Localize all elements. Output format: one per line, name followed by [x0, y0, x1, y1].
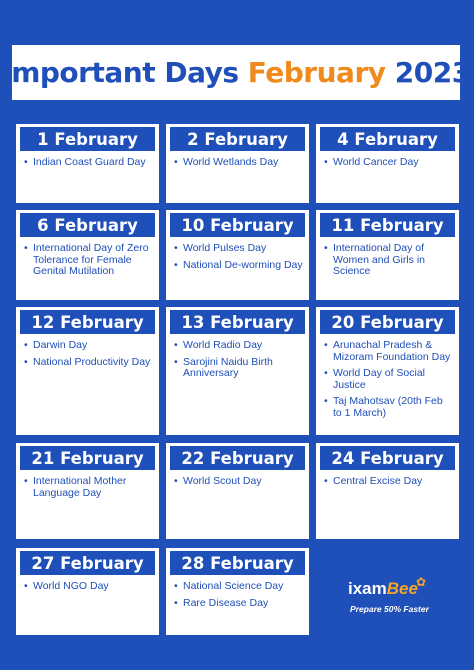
card-date-header: [170, 310, 305, 334]
card-date: 12 February: [31, 312, 144, 332]
event-item: • World Cancer Day: [324, 157, 453, 169]
event-list: [174, 340, 303, 380]
event-item: • Rare Disease Day: [174, 598, 303, 610]
card-date: 24 February: [331, 448, 444, 468]
event-list: [24, 476, 153, 499]
event-item: • International Mother Language Day: [24, 476, 153, 499]
card-date-header: [320, 310, 455, 334]
event-list: [24, 157, 153, 169]
event-item: • Arunachal Pradesh & Mizoram Foundation Day: [324, 340, 453, 363]
event-item: • World NGO Day: [24, 581, 153, 593]
card-date: 1 February: [37, 129, 138, 149]
event-list: [324, 243, 453, 278]
card-date-header: [320, 213, 455, 237]
event-item: • National Science Day: [174, 581, 303, 593]
event-list: [24, 243, 153, 278]
day-card: [16, 124, 159, 203]
day-card: [16, 307, 159, 435]
card-date: 4 February: [337, 129, 438, 149]
day-card: [166, 307, 309, 435]
event-list: [324, 340, 453, 419]
event-item: • Central Excise Day: [324, 476, 453, 488]
day-card: [316, 124, 459, 203]
bee-icon: ✿: [416, 575, 427, 589]
title-month: February: [247, 56, 386, 89]
card-date-header: [20, 213, 155, 237]
card-date: 13 February: [181, 312, 294, 332]
event-item: • World Day of Social Justice: [324, 368, 453, 391]
card-date: 22 February: [181, 448, 294, 468]
card-date-header: [170, 213, 305, 237]
day-card: [166, 210, 309, 300]
event-list: [24, 340, 153, 368]
day-card: [316, 443, 459, 539]
event-item: • Taj Mahotsav (20th Feb to 1 March): [324, 396, 453, 419]
day-card: [166, 548, 309, 635]
card-date-header: [20, 551, 155, 575]
event-list: [324, 157, 453, 169]
card-date-header: [20, 310, 155, 334]
event-item: • Sarojini Naidu Birth Anniversary: [174, 357, 303, 380]
card-date: 20 February: [331, 312, 444, 332]
event-item: • World Pulses Day: [174, 243, 303, 255]
event-item: • World Wetlands Day: [174, 157, 303, 169]
card-date-header: [20, 446, 155, 470]
card-date: 2 February: [187, 129, 288, 149]
ixambee-logo: [336, 573, 446, 623]
event-item: • Indian Coast Guard Day: [24, 157, 153, 169]
event-item: • World Radio Day: [174, 340, 303, 352]
day-card: [166, 124, 309, 203]
logo-tagline: Prepare 50% Faster: [350, 604, 429, 614]
event-item: • National Productivity Day: [24, 357, 153, 369]
card-date-header: [170, 446, 305, 470]
page-title: [1, 56, 470, 89]
title-year: 2023: [394, 56, 471, 89]
event-list: [324, 476, 453, 488]
logo-wordmark: [348, 579, 418, 599]
day-card: [16, 548, 159, 635]
event-list: [174, 243, 303, 271]
title-prefix: Important Days: [1, 56, 239, 89]
card-date: 10 February: [181, 215, 294, 235]
card-date: 21 February: [31, 448, 144, 468]
day-card: [316, 307, 459, 435]
title-banner: [1, 45, 471, 100]
card-date: 28 February: [181, 553, 294, 573]
day-card: [16, 210, 159, 300]
card-date-header: [170, 127, 305, 151]
card-date: 6 February: [37, 215, 138, 235]
event-list: [24, 581, 153, 593]
event-item: • National De-worming Day: [174, 260, 303, 272]
logo-brand-prefix: ixam: [348, 579, 387, 598]
day-card: [16, 443, 159, 539]
day-card: [166, 443, 309, 539]
card-date-header: [20, 127, 155, 151]
day-card: [316, 210, 459, 300]
card-date: 27 February: [31, 553, 144, 573]
logo-brand-suffix: Bee: [386, 579, 418, 598]
event-list: [174, 476, 303, 488]
event-list: [174, 157, 303, 169]
card-date: 11 February: [331, 215, 444, 235]
event-item: • International Day of Women and Girls in Science: [324, 243, 453, 278]
event-item: • World Scout Day: [174, 476, 303, 488]
event-item: • Darwin Day: [24, 340, 153, 352]
card-date-header: [320, 446, 455, 470]
event-list: [174, 581, 303, 609]
card-date-header: [170, 551, 305, 575]
card-date-header: [320, 127, 455, 151]
event-item: • International Day of Zero Tolerance for Female Genital Mutilation: [24, 243, 153, 278]
